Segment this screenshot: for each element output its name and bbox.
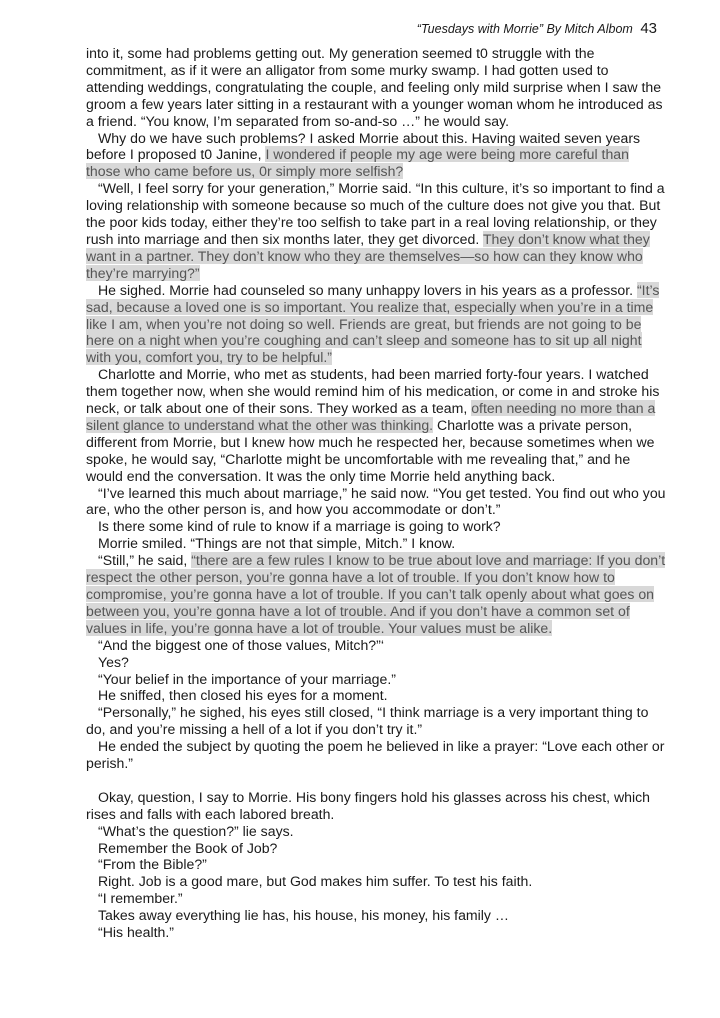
paragraph bbox=[86, 738, 666, 772]
paragraph bbox=[86, 856, 666, 873]
text-run: Right. Job is a good mare, but God makes him suffer. To test his faith. bbox=[98, 873, 533, 890]
paragraph bbox=[86, 873, 666, 890]
text-run: “Your belief in the importance of your marriage.” bbox=[98, 670, 396, 687]
text-run: Okay, question, I say to Morrie. His bony fingers hold his glasses across his chest, which rises and falls with each labored breath. bbox=[86, 788, 650, 822]
highlighted-text: “there are a few rules I know to be true about love and marriage: If you don’t respect the other person, you’re gonna have a lot of trouble. If you don’t know how to compromise, you’re gonna have a lot of trouble. If you can’t talk openly about what goes on between you, you’re gonna have a lot of trouble. And if you don’t have a common set of values in life, you’re gonna have a lot of trouble. Your values must be alike. bbox=[86, 552, 666, 636]
paragraph bbox=[86, 671, 666, 688]
paragraph bbox=[86, 552, 666, 637]
highlighted-text: They don’t know what they want in a partner. They don’t know who they are themselves—so how can they know who they’re marrying?” bbox=[86, 230, 650, 281]
paragraph bbox=[86, 840, 666, 857]
text-run: “I’ve learned this much about marriage,” he said now. “You get tested. You find out who you are, who the other person is, and how you accommodate or don’t.” bbox=[86, 484, 666, 518]
text-run: Why do we have such problems? I asked Morrie about this. Having waited seven years before I proposed t0 Janine, bbox=[86, 129, 641, 163]
text-run: into it, some had problems getting out. My generation seemed t0 struggle with the commitment, as if it were an alligator from some murky swamp. I had gotten used to attending weddings, congratulating the couple, and feeling only mild surprise when I saw the groom a few years later sitting in a restaurant with a younger woman whom he introduced as a friend. “You know, I’m separated from so-and-so …” he would say. bbox=[86, 45, 663, 129]
text-run: “I remember.” bbox=[98, 890, 183, 907]
paragraph bbox=[86, 130, 666, 181]
text-run: Charlotte was a private person, different from Morrie, but I knew how much he respected her, because sometimes when we spoke, he would say, “Charlotte might be uncomfortable with me revealing that,” and he would end the conversation. It was the only time Morrie held anything back. bbox=[86, 416, 655, 484]
text-run: He sniffed, then closed his eyes for a moment. bbox=[98, 687, 388, 704]
text-run: Yes? bbox=[98, 653, 129, 670]
paragraph bbox=[86, 282, 666, 367]
highlighted-text: often needing no more than a silent glance to understand what the other was thinking. bbox=[86, 400, 656, 433]
text-run: “Well, I feel sorry for your generation,” Morrie said. “In this culture, it’s so important to find a loving relationship with someone because so much of the culture does not give you that. But the poor kids today, either they’re too selfish to take part in a real loving relationship, or they rush into marriage and then six months later, they get divorced. bbox=[86, 180, 665, 247]
paragraph bbox=[86, 180, 666, 281]
highlighted-text: I wondered if people my age were being more careful than those who came before us, 0r simply more selfish? bbox=[86, 146, 629, 180]
paragraph bbox=[86, 535, 666, 552]
paragraph bbox=[86, 890, 666, 907]
page-number: 43 bbox=[640, 20, 657, 37]
text-run: Is there some kind of rule to know if a marriage is going to work? bbox=[98, 518, 501, 535]
paragraph bbox=[86, 789, 666, 823]
paragraph bbox=[86, 907, 666, 924]
paragraph bbox=[86, 518, 666, 535]
running-header bbox=[417, 20, 657, 37]
text-run: Remember the Book of Job? bbox=[98, 839, 278, 856]
text-run: He ended the subject by quoting the poem he believed in like a prayer: “Love each other or perish.” bbox=[86, 738, 665, 772]
book-title: “Tuesdays with Morrie” By Mitch Albom bbox=[416, 22, 633, 36]
paragraph bbox=[86, 654, 666, 671]
text-run: “His health.” bbox=[98, 924, 174, 941]
text-run: “And the biggest one of those values, Mitch?”‘ bbox=[98, 636, 384, 653]
text-run: “Still,” he said, bbox=[98, 552, 192, 569]
body-text bbox=[86, 45, 666, 941]
paragraph bbox=[86, 823, 666, 840]
text-run: He sighed. Morrie had counseled so many unhappy lovers in his years as a professor. bbox=[98, 281, 637, 298]
text-run: “What’s the question?” lie says. bbox=[98, 822, 294, 839]
paragraph bbox=[86, 366, 666, 484]
paragraph bbox=[86, 687, 666, 704]
text-run: Morrie smiled. “Things are not that simple, Mitch.” I know. bbox=[98, 535, 456, 552]
paragraph bbox=[86, 704, 666, 738]
paragraph bbox=[86, 924, 666, 941]
text-run: “From the Bible?” bbox=[98, 856, 207, 873]
text-run: Takes away everything lie has, his house, his money, his family … bbox=[98, 907, 509, 924]
highlighted-text: “It’s sad, because a loved one is so important. You realize that, especially when you’re in a time like I am, when you’re not doing so well. Friends are great, but friends are not going to be here on a night when you’re coughing and can’t sleep and someone has to sit up all night with you, comfort you, try to be helpful.” bbox=[86, 281, 660, 366]
paragraph bbox=[86, 45, 666, 130]
paragraph bbox=[86, 485, 666, 519]
text-run: “Personally,” he sighed, his eyes still closed, “I think marriage is a very important thing to do, and you’re missing a hell of a lot if you don’t try it.” bbox=[86, 704, 649, 738]
paragraph bbox=[86, 637, 666, 654]
text-run: Charlotte and Morrie, who met as students, had been married forty-four years. I watched them together now, when she would remind him of his medication, or come in and stroke his neck, or talk about one of their sons. They worked as a team, bbox=[86, 366, 660, 417]
